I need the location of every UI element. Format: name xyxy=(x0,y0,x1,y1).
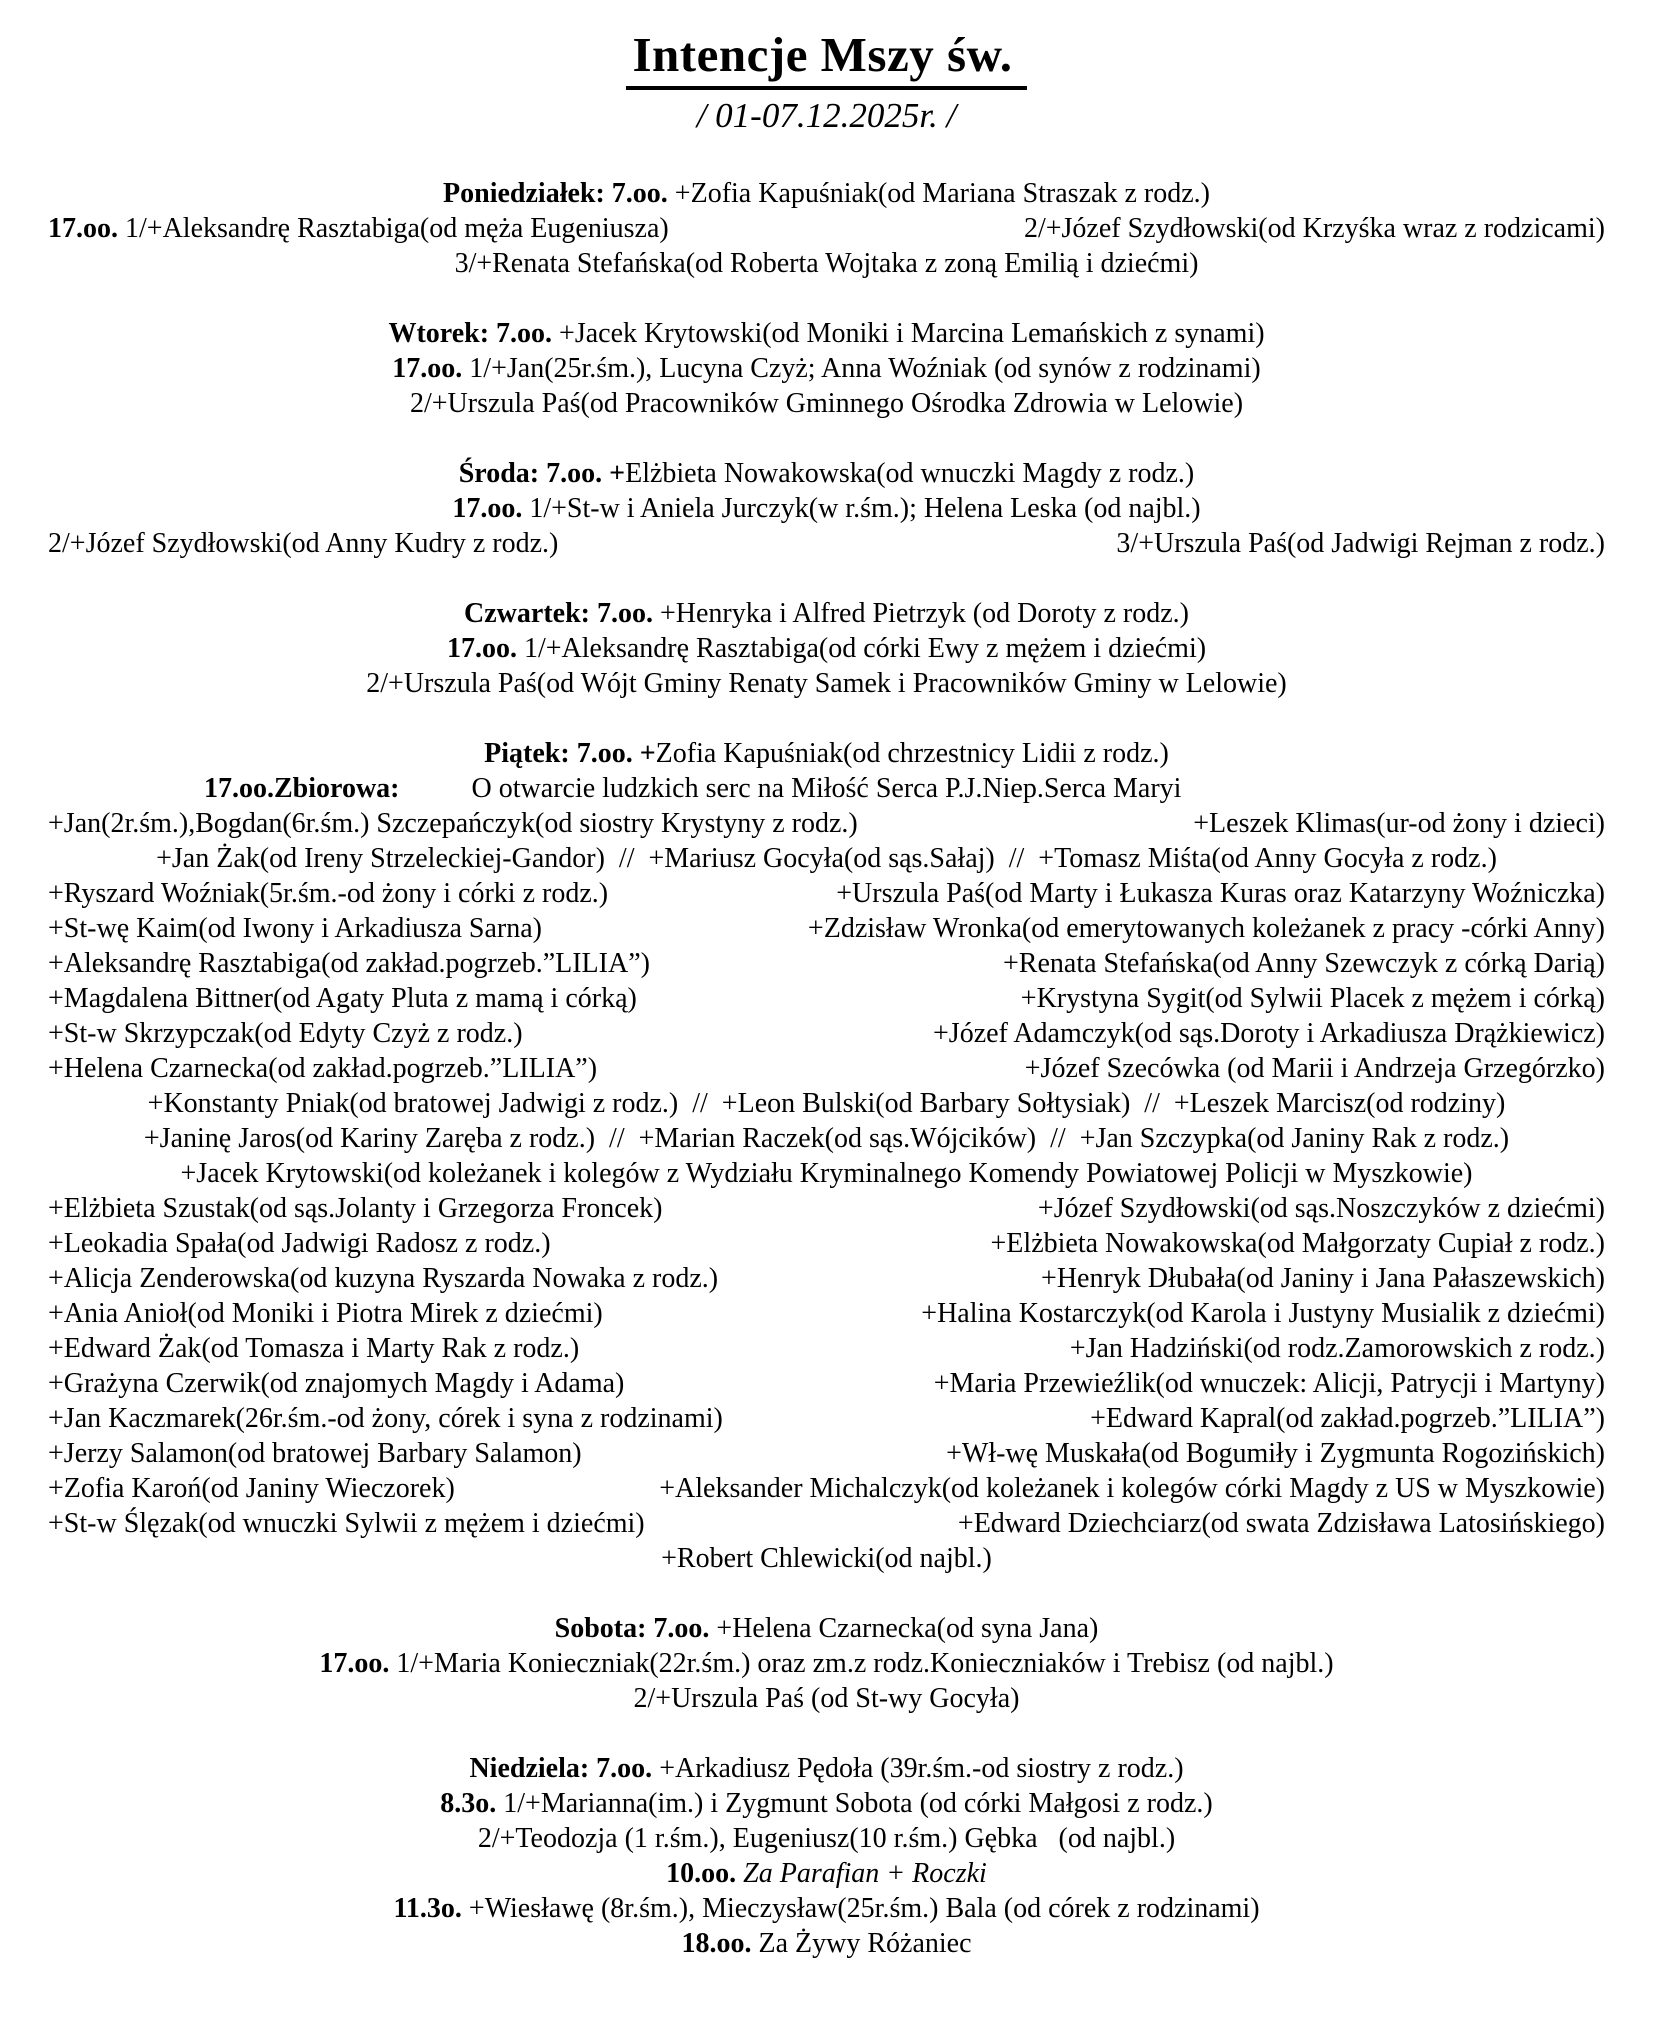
intention-text: +Zofia Karoń(od Janiny Wieczorek) xyxy=(48,1473,455,1504)
intention-text: Elżbieta Nowakowska(od wnuczki Magdy z rodz.) xyxy=(625,458,1195,489)
intention-text: +Jan(2r.śm.),Bogdan(6r.śm.) Szczepańczyk(od siostry Krystyny z rodz.) xyxy=(48,808,858,839)
intention-line xyxy=(34,1261,1619,1296)
intention-right xyxy=(933,1016,1605,1051)
intention-left xyxy=(48,1401,723,1436)
intention-line xyxy=(34,1366,1619,1401)
intention-text: +Jan Żak(od Ireny Strzeleckiej-Gandor) // +Mariusz Gocyła(od sąs.Sałaj) // +Tomasz Miśta(od Anny Gocyła z rodz.) xyxy=(156,843,1497,874)
intention-text: +Halina Kostarczyk(od Karola i Justyny Musialik z dziećmi) xyxy=(921,1298,1605,1329)
intention-text: +Elżbieta Nowakowska(od Małgorzaty Cupiał z rodz.) xyxy=(990,1228,1605,1259)
time-label: Środa: 7.oo. + xyxy=(458,458,626,489)
intention-line xyxy=(34,1821,1619,1856)
intention-text: +Helena Czarnecka(od zakład.pogrzeb.”LILIA”) xyxy=(48,1053,598,1084)
day-section-monday xyxy=(34,176,1619,281)
page-title: Intencje Mszy św. xyxy=(626,26,1026,90)
intention-right xyxy=(1038,1191,1605,1226)
day-section-saturday xyxy=(34,1611,1619,1716)
intention-line xyxy=(34,1156,1619,1191)
intention-text: +Konstanty Pniak(od bratowej Jadwigi z rodz.) // +Leon Bulski(od Barbary Sołtysiak) // +Leszek Marcisz(od rodziny) xyxy=(147,1088,1506,1119)
intention-line xyxy=(34,596,1619,631)
time-label: 10.oo. xyxy=(666,1858,744,1889)
document-header xyxy=(34,26,1619,142)
intention-text: 2/+Józef Szydłowski(od Krzyśka wraz z rodzicami) xyxy=(1023,213,1605,244)
time-label: 17.oo. xyxy=(319,1648,397,1679)
intention-right xyxy=(1070,1331,1605,1366)
intention-left xyxy=(48,1191,662,1226)
intention-text: +Ryszard Woźniak(5r.śm.-od żony i córki z rodz.) xyxy=(48,878,609,909)
intention-right xyxy=(1025,1051,1605,1086)
intention-line xyxy=(34,1401,1619,1436)
intention-line xyxy=(34,1331,1619,1366)
intention-line xyxy=(34,1681,1619,1716)
intention-text: 1/+St-w i Aniela Jurczyk(w r.śm.); Helena Leska (od najbl.) xyxy=(529,493,1201,524)
intention-line xyxy=(34,1296,1619,1331)
intention-left xyxy=(48,1436,582,1471)
intention-text: +Jerzy Salamon(od bratowej Barbary Salamon) xyxy=(48,1438,582,1469)
intention-text: +Leokadia Spała(od Jadwigi Radosz z rodz.) xyxy=(48,1228,551,1259)
intention-text: +St-w Skrzypczak(od Edyty Czyż z rodz.) xyxy=(48,1018,523,1049)
intention-right xyxy=(836,876,1605,911)
intention-line xyxy=(34,1226,1619,1261)
intention-text: +Edward Dziechciarz(od swata Zdzisława Latosińskiego) xyxy=(957,1508,1605,1539)
intention-line xyxy=(34,911,1619,946)
intention-right xyxy=(1003,946,1605,981)
intention-left xyxy=(48,1471,455,1506)
intention-right xyxy=(1041,1261,1605,1296)
intention-line xyxy=(34,1611,1619,1646)
intention-text: +Aleksandrę Rasztabiga(od zakład.pogrzeb.”LILIA”) xyxy=(48,948,650,979)
intention-left xyxy=(48,1506,645,1541)
day-section-sunday xyxy=(34,1751,1619,1961)
intention-line xyxy=(34,1506,1619,1541)
day-section-friday xyxy=(34,736,1619,1576)
intention-line xyxy=(34,1751,1619,1786)
intention-line xyxy=(34,386,1619,421)
day-section-thursday xyxy=(34,596,1619,701)
intention-line xyxy=(34,806,1619,841)
intention-left xyxy=(48,946,650,981)
intention-text: +Leszek Klimas(ur-od żony i dzieci) xyxy=(1193,808,1605,839)
day-section-wednesday xyxy=(34,456,1619,561)
intention-line xyxy=(34,1436,1619,1471)
intention-left xyxy=(48,981,637,1016)
intention-right xyxy=(659,1471,1605,1506)
intention-text: 1/+Marianna(im.) i Zygmunt Sobota (od córki Małgosi z rodz.) xyxy=(503,1788,1213,1819)
time-label: 11.3o. xyxy=(393,1893,469,1924)
intention-right xyxy=(1090,1401,1605,1436)
intention-line xyxy=(34,876,1619,911)
intention-text: +Józef Adamczyk(od sąs.Doroty i Arkadiusza Drążkiewicz) xyxy=(933,1018,1605,1049)
time-label: 8.3o. xyxy=(440,1788,504,1819)
intention-line xyxy=(34,1191,1619,1226)
intention-text: +Jacek Krytowski(od koleżanek i kolegów z Wydziału Kryminalnego Komendy Powiatowej Policji w Myszkowie) xyxy=(180,1158,1473,1189)
intention-text: +Helena Czarnecka(od syna Jana) xyxy=(716,1613,1099,1644)
intention-text: Za Parafian + Roczki xyxy=(743,1858,987,1889)
intention-line xyxy=(34,1121,1619,1156)
intention-line xyxy=(34,841,1619,876)
time-label: Wtorek: 7.oo. xyxy=(388,318,560,349)
intention-text: 3/+Renata Stefańska(od Roberta Wojtaka z zoną Emilią i dziećmi) xyxy=(454,248,1199,279)
intention-line xyxy=(34,526,1619,561)
time-label: Sobota: 7.oo. xyxy=(554,1613,717,1644)
intention-right xyxy=(1021,981,1605,1016)
intention-text: +Arkadiusz Pędoła (39r.śm.-od siostry z rodz.) xyxy=(659,1753,1184,1784)
intention-text: 2/+Urszula Paś(od Pracowników Gminnego Ośrodka Zdrowia w Lelowie) xyxy=(409,388,1244,419)
intention-text: +Jacek Krytowski(od Moniki i Marcina Lemańskich z synami) xyxy=(559,318,1265,349)
time-label: 17.oo. xyxy=(48,213,125,244)
intention-text: +Wiesławę (8r.śm.), Mieczysław(25r.śm.) Bala (od córek z rodzinami) xyxy=(468,1893,1260,1924)
intention-text: +Jan Kaczmarek(26r.śm.-od żony, córek i syna z rodzinami) xyxy=(48,1403,723,1434)
intention-left xyxy=(48,526,558,561)
intention-text: +Elżbieta Szustak(od sąs.Jolanty i Grzegorza Froncek) xyxy=(48,1193,663,1224)
intention-line xyxy=(34,351,1619,386)
intention-line xyxy=(34,1471,1619,1506)
intention-line xyxy=(34,1541,1619,1576)
intention-left xyxy=(48,1261,718,1296)
intention-line xyxy=(34,246,1619,281)
intention-line xyxy=(34,1016,1619,1051)
intention-line xyxy=(34,1646,1619,1681)
intention-text: +Grażyna Czerwik(od znajomych Magdy i Adama) xyxy=(48,1368,625,1399)
intention-text: 1/+Jan(25r.śm.), Lucyna Czyż; Anna Woźniak (od synów z rodzinami) xyxy=(469,353,1261,384)
intention-line xyxy=(34,1926,1619,1961)
intention-text: Zofia Kapuśniak(od chrzestnicy Lidii z rodz.) xyxy=(655,738,1169,769)
intention-text: +Józef Szydłowski(od sąs.Noszczyków z dziećmi) xyxy=(1037,1193,1605,1224)
intention-left xyxy=(48,1016,523,1051)
intention-left xyxy=(48,1331,579,1366)
intention-text: +Magdalena Bittner(od Agaty Pluta z mamą i córką) xyxy=(48,983,637,1014)
intention-text: +Janinę Jaros(od Kariny Zaręba z rodz.) // +Marian Raczek(od sąs.Wójcików) // +Jan Szczypka(od Janiny Rak z rodz.) xyxy=(143,1123,1510,1154)
intention-line xyxy=(34,1891,1619,1926)
time-label: Poniedziałek: 7.oo. xyxy=(443,178,675,209)
intention-text: O otwarcie ludzkich serc na Miłość Serca P.J.Niep.Serca Maryi xyxy=(471,773,1182,804)
intention-line xyxy=(34,736,1619,771)
intention-text: +Aleksander Michalczyk(od koleżanek i kolegów córki Magdy z US w Myszkowie) xyxy=(659,1473,1605,1504)
intention-text: +Zofia Kapuśniak(od Mariana Straszak z rodz.) xyxy=(674,178,1210,209)
intention-right xyxy=(958,1506,1605,1541)
date-range: / 01-07.12.2025r. / xyxy=(696,96,957,135)
intention-text: +Alicja Zenderowska(od kuzyna Ryszarda Nowaka z rodz.) xyxy=(48,1263,719,1294)
intention-line xyxy=(34,316,1619,351)
intention-right xyxy=(934,1366,1605,1401)
intention-right xyxy=(1116,526,1605,561)
intention-text: 3/+Urszula Paś(od Jadwigi Rejman z rodz.) xyxy=(1116,528,1605,559)
intention-text: 1/+Maria Konieczniak(22r.śm.) oraz zm.z rodz.Konieczniaków i Trebisz (od najbl.) xyxy=(396,1648,1334,1679)
intention-line xyxy=(34,1786,1619,1821)
intention-line xyxy=(34,771,1619,806)
intention-line xyxy=(34,946,1619,981)
time-label: Piątek: 7.oo. + xyxy=(484,738,656,769)
intention-text: Za Żywy Różaniec xyxy=(758,1928,972,1959)
intention-text: 1/+Aleksandrę Rasztabiga(od męża Eugeniusza) xyxy=(125,213,669,244)
intention-text: +Robert Chlewicki(od najbl.) xyxy=(661,1543,992,1574)
time-label: 17.oo.Zbiorowa: xyxy=(204,773,400,804)
time-label: 17.oo. xyxy=(392,353,470,384)
intention-text: 1/+Aleksandrę Rasztabiga(od córki Ewy z mężem i dziećmi) xyxy=(523,633,1207,664)
intention-text: +Józef Szecówka (od Marii i Andrzeja Grzegórzko) xyxy=(1024,1053,1605,1084)
intention-line xyxy=(34,1856,1619,1891)
intention-line xyxy=(34,456,1619,491)
time-label: 18.oo. xyxy=(681,1928,759,1959)
intention-line xyxy=(34,491,1619,526)
intention-left xyxy=(48,1226,551,1261)
intention-text: +St-wę Kaim(od Iwony i Arkadiusza Sarna) xyxy=(48,913,543,944)
intention-line xyxy=(34,666,1619,701)
intention-text: +St-w Ślęzak(od wnuczki Sylwii z mężem i dziećmi) xyxy=(48,1508,645,1539)
intention-text: 2/+Urszula Paś(od Wójt Gminy Renaty Samek i Pracowników Gminy w Lelowie) xyxy=(366,668,1287,699)
collective-mass-label xyxy=(204,771,400,806)
intention-text: 2/+Urszula Paś (od St-wy Gocyła) xyxy=(633,1683,1020,1714)
intention-text: +Edward Żak(od Tomasza i Marty Rak z rodz.) xyxy=(48,1333,580,1364)
intention-text: +Urszula Paś(od Marty i Łukasza Kuras oraz Katarzyny Woźniczka) xyxy=(836,878,1605,909)
intention-text: +Henryk Dłubała(od Janiny i Jana Pałaszewskich) xyxy=(1041,1263,1605,1294)
intention-left xyxy=(48,806,858,841)
intention-text: +Jan Hadziński(od rodz.Zamorowskich z rodz.) xyxy=(1069,1333,1605,1364)
intention-right xyxy=(946,1436,1605,1471)
intention-left xyxy=(48,876,608,911)
intention-right xyxy=(808,911,1605,946)
intention-text: +Zdzisław Wronka(od emerytowanych koleżanek z pracy -córki Anny) xyxy=(807,913,1605,944)
intention-left xyxy=(48,211,669,246)
intention-left xyxy=(48,1296,603,1331)
intention-text: +Ania Anioł(od Moniki i Piotra Mirek z dziećmi) xyxy=(48,1298,603,1329)
intention-text: +Edward Kapral(od zakład.pogrzeb.”LILIA”) xyxy=(1090,1403,1605,1434)
intention-line xyxy=(34,211,1619,246)
intention-right xyxy=(1193,806,1605,841)
intention-left xyxy=(48,1366,624,1401)
intention-line xyxy=(34,1051,1619,1086)
time-label: Niedziela: 7.oo. xyxy=(469,1753,660,1784)
intention-left xyxy=(48,911,542,946)
intention-left xyxy=(48,1051,597,1086)
time-label: Czwartek: 7.oo. xyxy=(464,598,660,629)
intention-right xyxy=(921,1296,1605,1331)
intention-text: +Krystyna Sygit(od Sylwii Placek z mężem i córką) xyxy=(1020,983,1605,1014)
intention-text: +Renata Stefańska(od Anny Szewczyk z córką Darią) xyxy=(1003,948,1605,979)
intention-text: 2/+Józef Szydłowski(od Anny Kudry z rodz.) xyxy=(48,528,559,559)
intention-text: +Maria Przewieźlik(od wnuczek: Alicji, Patrycji i Martyny) xyxy=(933,1368,1605,1399)
intentions-list xyxy=(34,176,1619,1961)
intention-text: 2/+Teodozja (1 r.śm.), Eugeniusz(10 r.śm.) Gębka (od najbl.) xyxy=(477,1823,1176,1854)
intention-line xyxy=(34,981,1619,1016)
day-section-tuesday xyxy=(34,316,1619,421)
time-label: 17.oo. xyxy=(446,633,524,664)
intention-line xyxy=(34,631,1619,666)
intention-line xyxy=(34,176,1619,211)
intention-right xyxy=(991,1226,1605,1261)
time-label: 17.oo. xyxy=(452,493,530,524)
intention-text: +Henryka i Alfred Pietrzyk (od Doroty z rodz.) xyxy=(659,598,1189,629)
intention-text: +Wł-wę Muskała(od Bogumiły i Zygmunta Rogozińskich) xyxy=(946,1438,1605,1469)
intention-right xyxy=(1024,211,1605,246)
intention-line xyxy=(34,1086,1619,1121)
